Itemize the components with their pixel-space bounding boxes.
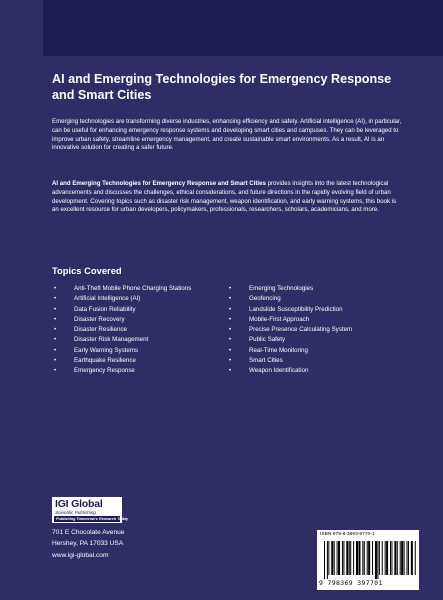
bullet-icon: • xyxy=(229,347,232,354)
topic-item xyxy=(54,346,232,356)
bullet-icon: • xyxy=(54,347,57,354)
topic-item xyxy=(54,356,232,366)
publisher-website: www.igi-global.com xyxy=(52,551,109,559)
bullet-icon: • xyxy=(229,306,232,313)
topic-item xyxy=(229,356,404,366)
topic-item xyxy=(54,284,232,294)
topics-list-right xyxy=(229,284,404,377)
topic-label: Disaster Resilience xyxy=(74,326,127,334)
topic-label: Early Warning Systems xyxy=(74,346,139,354)
topic-label: Emergency Response xyxy=(74,367,135,375)
topic-item xyxy=(54,305,232,315)
topic-label: Precise Presence Calculating System xyxy=(249,326,353,334)
bullet-icon: • xyxy=(54,327,57,334)
topic-item xyxy=(229,366,404,376)
bullet-icon: • xyxy=(54,368,57,375)
bullet-icon: • xyxy=(54,286,57,292)
topic-item xyxy=(54,335,232,345)
bullet-icon: • xyxy=(54,306,57,313)
bullet-icon: • xyxy=(229,358,232,365)
description-paragraph-2 xyxy=(52,180,404,215)
topic-label: Disaster Recovery xyxy=(74,315,125,323)
topic-item xyxy=(229,346,404,356)
book-title: AI and Emerging Technologies for Emergency Response and Smart Cities xyxy=(52,72,392,102)
address-city: Hershey, PA 17033 USA xyxy=(52,540,124,548)
topic-label: Weapon Identification xyxy=(249,367,309,375)
topic-item xyxy=(54,366,232,376)
publisher-logo xyxy=(52,497,129,523)
description-title-bold: AI and Emerging Technologies for Emergency Response and Smart Cities xyxy=(52,180,266,187)
bullet-icon: • xyxy=(54,296,57,303)
topic-item xyxy=(229,305,404,315)
barcode-box xyxy=(317,530,419,590)
topic-item xyxy=(229,325,404,335)
bullet-icon: • xyxy=(54,316,57,323)
topic-label: Disaster Risk Management xyxy=(74,336,149,344)
topic-label: Real-Time Monitoring xyxy=(249,346,308,354)
topic-label: Mobile-First Approach xyxy=(249,315,310,323)
topic-item xyxy=(54,325,232,335)
bullet-icon: • xyxy=(229,368,232,375)
barcode-digits: 9 798369 397701 xyxy=(319,579,383,587)
logo-tagline: Publishing Tomorrow's Research Today xyxy=(56,516,129,521)
topic-label: Data Fusion Reliability xyxy=(74,305,136,313)
description-paragraph-1: Emerging technologies are transforming diverse industries, enhancing efficiency and safety. Artificial intelligence (AI), in particular, can be useful for enhancing emergency response systems and developing smart cities and campuses. They can be leveraged to improve urban safety, streamline emergency management, and create sustainable smart environments. As a result, AI is an innovative solution for creating a safer future. xyxy=(52,118,402,152)
topic-label: Anti-Theft Mobile Phone Charging Stations xyxy=(74,285,192,292)
bullet-icon: • xyxy=(54,337,57,344)
bullet-icon: • xyxy=(229,327,232,334)
topic-label: Public Safety xyxy=(249,336,286,344)
topic-label: Smart Cities xyxy=(249,357,283,365)
logo-name: IGI Global xyxy=(55,498,103,510)
bullet-icon: • xyxy=(229,316,232,323)
topic-item xyxy=(54,294,232,304)
igi-global-logo xyxy=(52,497,129,523)
top-color-band xyxy=(43,0,443,56)
topic-label: Artificial Intelligence (AI) xyxy=(74,295,141,303)
topic-item xyxy=(229,294,404,304)
topic-label: Emerging Technologies xyxy=(249,285,314,292)
bullet-icon: • xyxy=(229,296,232,303)
isbn-label: ISBN 979-8-3693-9770-1 xyxy=(320,532,375,537)
bullet-icon: • xyxy=(229,337,232,344)
address-street: 701 E Chocolate Avenue xyxy=(52,529,125,536)
topic-item xyxy=(229,335,404,345)
barcode-icon xyxy=(324,541,416,579)
topic-label: Geofencing xyxy=(249,295,281,303)
description-paragraph-2-text: provides insights into the latest technological advancements and discusses the challenges, ethical considerations, and future directions in the rapidly evolving field of urban development. Covering topics such as disaster risk management, weapon identification, and early warning systems, this book is an excellent resource for urban developers, policymakers, professionals, researchers, scholars, academicians, and more. xyxy=(52,180,397,214)
publisher-address xyxy=(52,527,124,561)
topic-label: Earthquake Resilience xyxy=(74,357,136,365)
logo-subtitle: Scientific Publishing xyxy=(55,510,96,515)
topic-item xyxy=(229,284,404,294)
bullet-icon: • xyxy=(229,286,232,292)
topics-list-left xyxy=(54,284,232,377)
bullet-icon: • xyxy=(54,358,57,365)
topic-item xyxy=(229,315,404,325)
topic-label: Landslide Susceptibility Prediction xyxy=(249,305,343,313)
topic-item xyxy=(54,315,232,325)
topics-heading: Topics Covered xyxy=(52,265,122,276)
